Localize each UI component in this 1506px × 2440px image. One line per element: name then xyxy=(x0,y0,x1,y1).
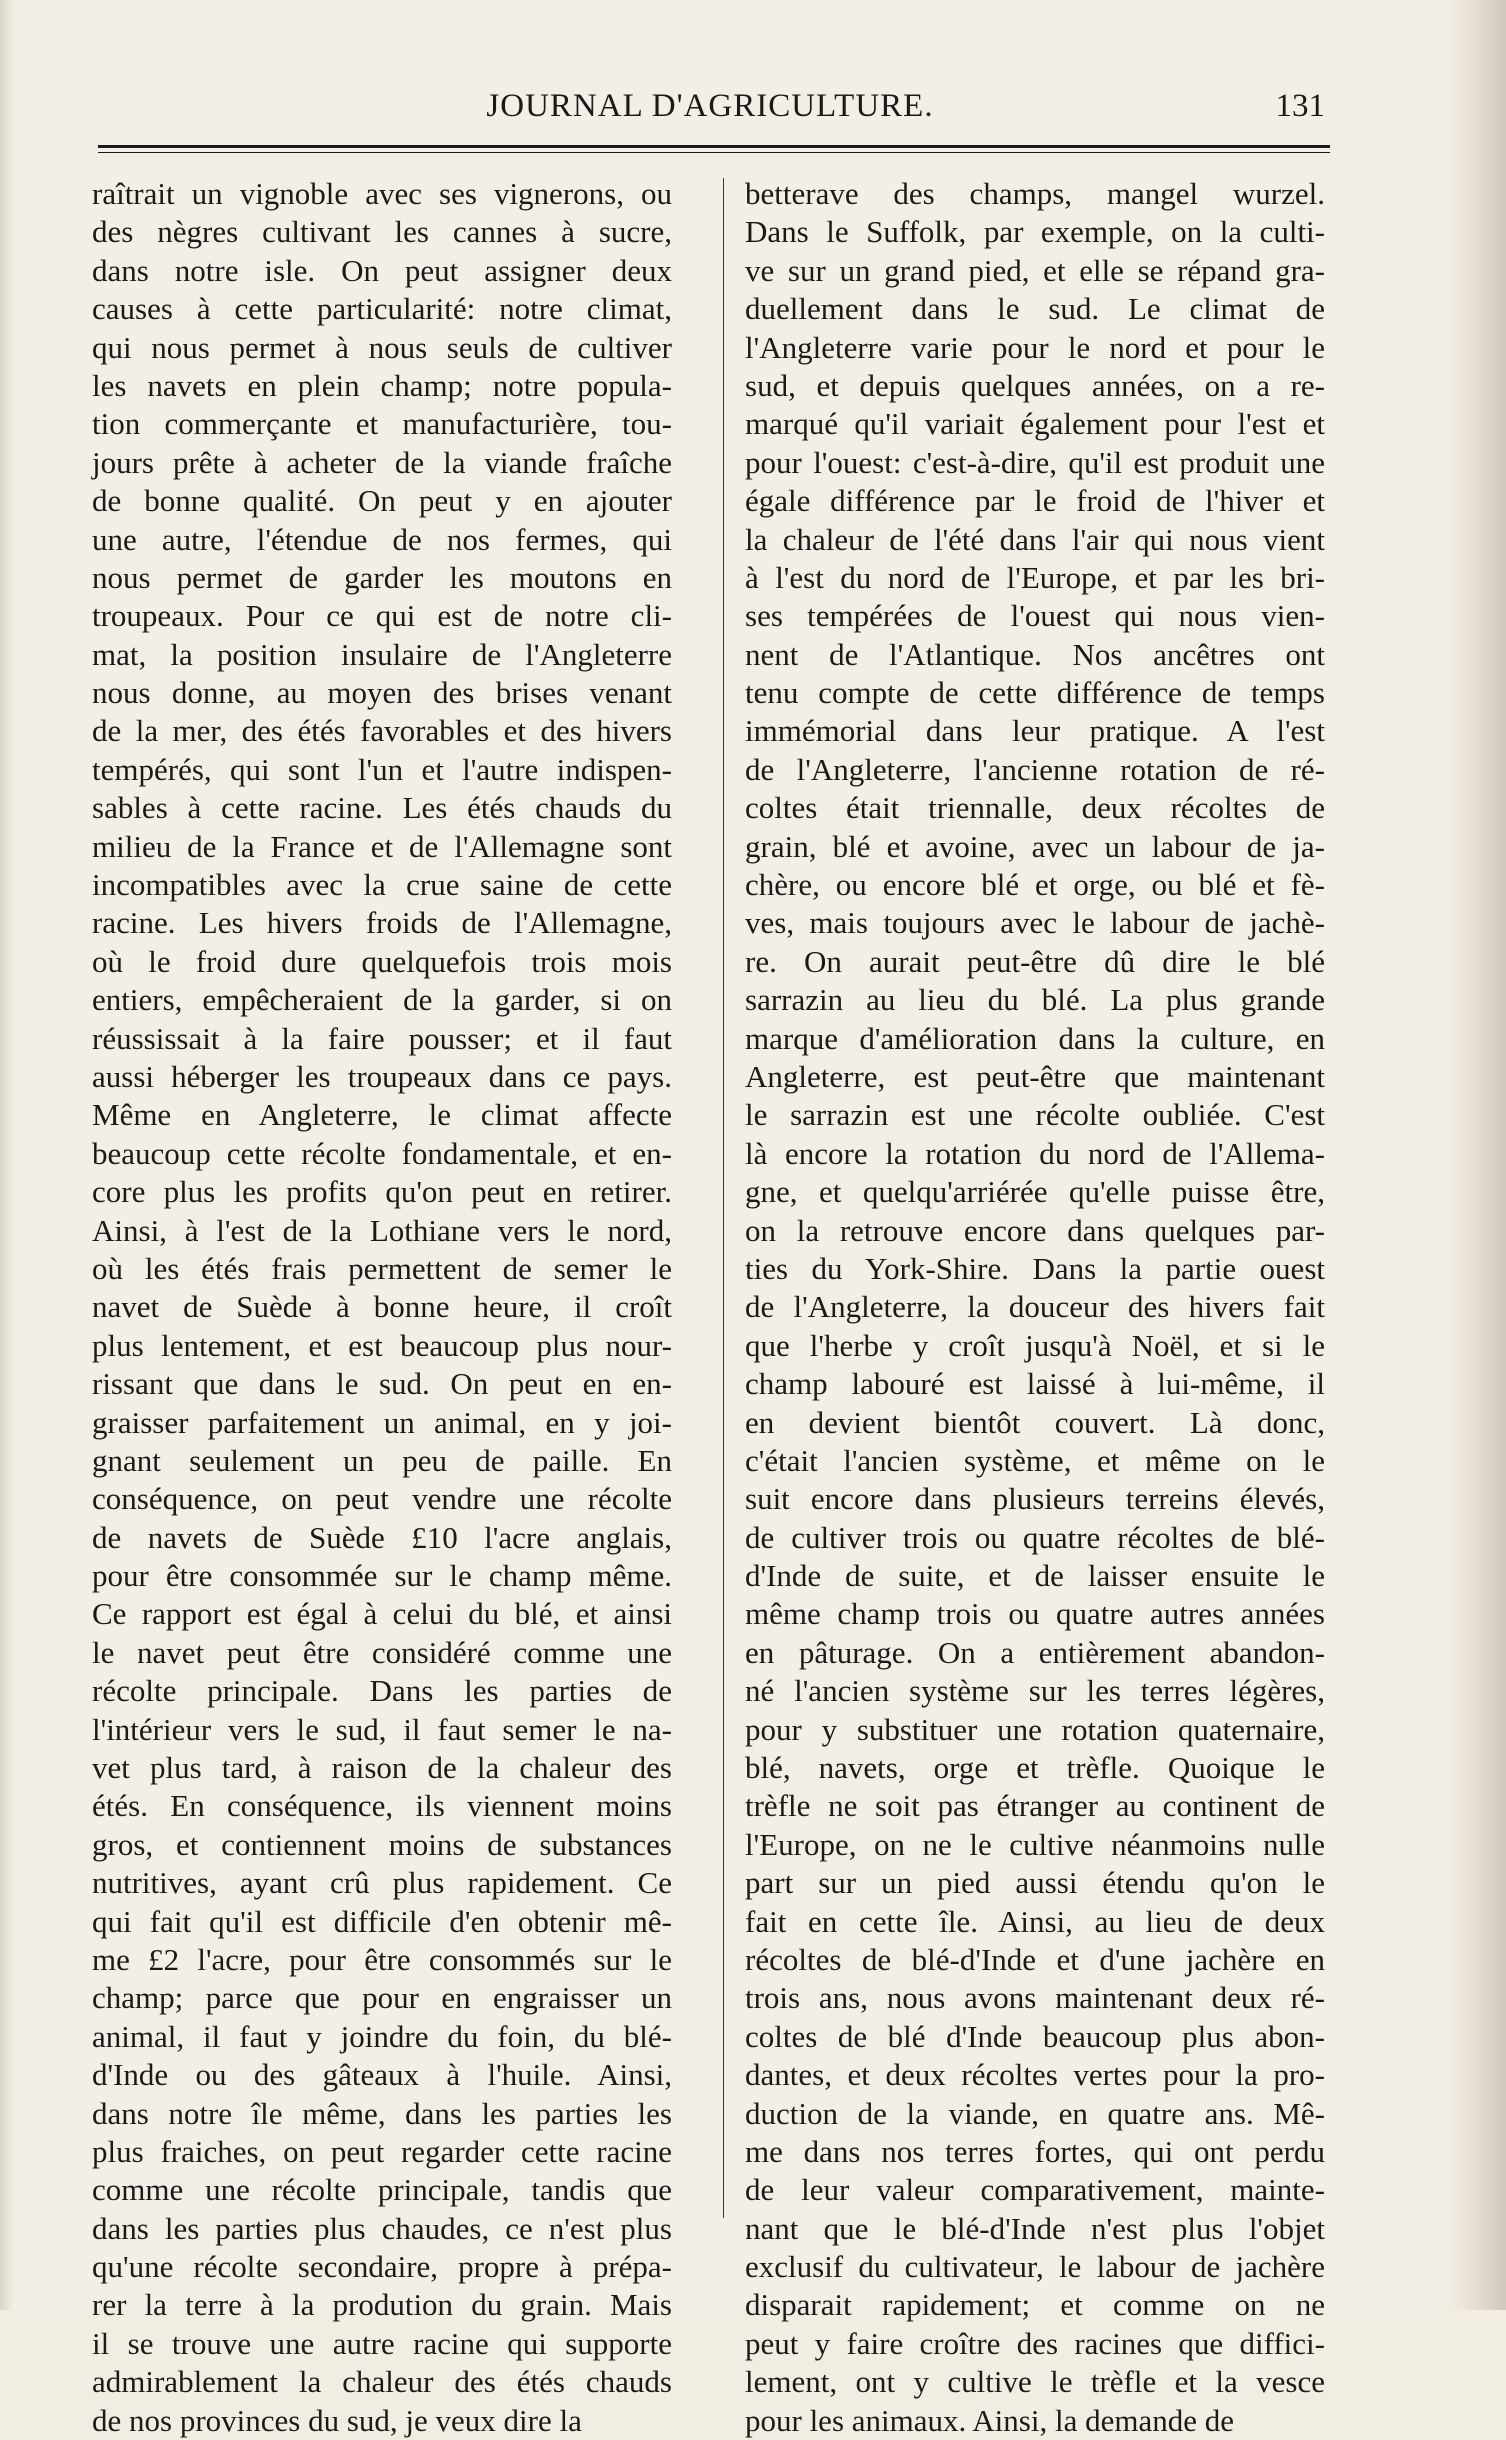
text-line: nous donne, au moyen des brises venant xyxy=(92,675,672,711)
text-line: peut y faire croître des racines que diffici- xyxy=(745,2325,1325,2361)
text-line: qu'une récolte secondaire, propre à prépa- xyxy=(92,2249,672,2285)
text-line: à l'est du nord de l'Europe, et par les bri- xyxy=(745,559,1325,595)
text-line: trèfle ne soit pas étranger au continent de xyxy=(745,1788,1325,1824)
text-line: Angleterre, est peut-être que maintenant xyxy=(745,1058,1325,1094)
text-line: entiers, empêcheraient de la garder, si on xyxy=(92,982,672,1018)
text-line: me dans nos terres fortes, qui ont perdu xyxy=(745,2133,1325,2169)
text-line: milieu de la France et de l'Allemagne sont xyxy=(92,828,672,864)
text-line: comme une récolte principale, tandis que xyxy=(92,2172,672,2208)
page-number: 131 xyxy=(1275,88,1325,124)
text-line: chère, ou encore blé et orge, ou blé et fè- xyxy=(745,867,1325,903)
text-line: plus lentement, et est beaucoup plus nour- xyxy=(92,1327,672,1363)
text-line: blé, navets, orge et trèfle. Quoique le xyxy=(745,1750,1325,1786)
text-line: champ; parce que pour en engraisser un xyxy=(92,1980,672,2016)
text-line: raîtrait un vignoble avec ses vignerons, ou xyxy=(92,176,672,211)
text-line: de nos provinces du sud, je veux dire la xyxy=(92,2402,582,2438)
text-line: là encore la rotation du nord de l'Allema- xyxy=(745,1135,1325,1171)
text-line: conséquence, on peut vendre une récolte xyxy=(92,1481,672,1517)
text-line: de leur valeur comparativement, mainte- xyxy=(745,2172,1325,2208)
text-line: Dans le Suffolk, par exemple, on la culti- xyxy=(745,214,1325,250)
text-line: l'Europe, on ne le cultive néanmoins nulle xyxy=(745,1826,1325,1862)
running-title: JOURNAL D'AGRICULTURE. xyxy=(486,88,934,124)
text-line: ses tempérées de l'ouest qui nous vien- xyxy=(745,598,1325,634)
text-line: sud, et depuis quelques années, on a re- xyxy=(745,367,1325,403)
text-line: ves, mais toujours avec le labour de jachè- xyxy=(745,905,1325,941)
text-column-right xyxy=(745,175,1325,2440)
text-line: qui nous permet à nous seuls de cultiver xyxy=(92,329,672,365)
text-line: une autre, l'étendue de nos fermes, qui xyxy=(92,521,672,557)
text-line: lement, ont y cultive le trèfle et la vesce xyxy=(745,2364,1325,2400)
text-line: sables à cette racine. Les étés chauds du xyxy=(92,790,672,826)
text-line: la chaleur de l'été dans l'air qui nous vient xyxy=(745,521,1325,557)
text-line: de la mer, des étés favorables et des hivers xyxy=(92,713,672,749)
text-line: sarrazin au lieu du blé. La plus grande xyxy=(745,982,1325,1018)
text-line: en pâturage. On a entièrement abandon- xyxy=(745,1634,1325,1670)
text-line: coltes était triennalle, deux récoltes de xyxy=(745,790,1325,826)
text-line: pour les animaux. Ainsi, la demande de xyxy=(745,2402,1234,2438)
text-line: marqué qu'il variait également pour l'est et xyxy=(745,406,1325,442)
text-line: duction de la viande, en quatre ans. Mê- xyxy=(745,2095,1325,2131)
text-line: exclusif du cultivateur, le labour de jachère xyxy=(745,2249,1325,2285)
text-column-left xyxy=(92,175,672,2440)
text-line: nent de l'Atlantique. Nos ancêtres ont xyxy=(745,636,1325,672)
text-line: ve sur un grand pied, et elle se répand gra- xyxy=(745,252,1325,288)
text-line: Même en Angleterre, le climat affecte xyxy=(92,1097,672,1133)
text-line: animal, il faut y joindre du foin, du blé- xyxy=(92,2018,672,2054)
text-line: fait en cette île. Ainsi, au lieu de deux xyxy=(745,1903,1325,1939)
text-line: même champ trois ou quatre autres années xyxy=(745,1596,1325,1632)
text-line: grain, blé et avoine, avec un labour de ja- xyxy=(745,828,1325,864)
text-line: graisser parfaitement un animal, en y joi- xyxy=(92,1404,672,1440)
text-line: beaucoup cette récolte fondamentale, et en- xyxy=(92,1135,672,1171)
text-line: récoltes de blé-d'Inde et d'une jachère en xyxy=(745,1941,1325,1977)
text-line: d'Inde ou des gâteaux à l'huile. Ainsi, xyxy=(92,2057,672,2093)
text-line: dans notre isle. On peut assigner deux xyxy=(92,252,672,288)
text-line: c'était l'ancien système, et même on le xyxy=(745,1442,1325,1478)
text-line: de bonne qualité. On peut y en ajouter xyxy=(92,483,672,519)
text-line: réussissait à la faire pousser; et il faut xyxy=(92,1020,672,1056)
text-line: rer la terre à la prodution du grain. Mais xyxy=(92,2287,672,2323)
text-line: duellement dans le sud. Le climat de xyxy=(745,291,1325,327)
text-line: de l'Angleterre, l'ancienne rotation de ré- xyxy=(745,751,1325,787)
text-line: champ labouré est laissé à lui-même, il xyxy=(745,1366,1325,1402)
text-line: aussi héberger les troupeaux dans ce pays. xyxy=(92,1058,672,1094)
text-line: re. On aurait peut-être dû dire le blé xyxy=(745,943,1325,979)
text-line: on la retrouve encore dans quelques par- xyxy=(745,1212,1325,1248)
text-line: part sur un pied aussi étendu qu'on le xyxy=(745,1865,1325,1901)
text-line: coltes de blé d'Inde beaucoup plus abon- xyxy=(745,2018,1325,2054)
page-edge-left xyxy=(0,0,14,2310)
text-line: des nègres cultivant les cannes à sucre, xyxy=(92,214,672,250)
text-line: admirablement la chaleur des étés chauds xyxy=(92,2364,672,2400)
text-line: causes à cette particularité: notre climat, xyxy=(92,291,672,327)
text-line: incompatibles avec la crue saine de cette xyxy=(92,867,672,903)
text-line: de l'Angleterre, la douceur des hivers fait xyxy=(745,1289,1325,1325)
text-line: nutritives, ayant crû plus rapidement. Ce xyxy=(92,1865,672,1901)
text-line: disparait rapidement; et comme on ne xyxy=(745,2287,1325,2323)
text-line: navet de Suède à bonne heure, il croît xyxy=(92,1289,672,1325)
text-line: égale différence par le froid de l'hiver et xyxy=(745,483,1325,519)
text-line: gnant seulement un peu de paille. En xyxy=(92,1442,672,1478)
text-line: nous permet de garder les moutons en xyxy=(92,559,672,595)
text-line: mat, la position insulaire de l'Angleterre xyxy=(92,636,672,672)
text-line: récolte principale. Dans les parties de xyxy=(92,1673,672,1709)
text-line: l'Angleterre varie pour le nord et pour le xyxy=(745,329,1325,365)
text-line: betterave des champs, mangel wurzel. xyxy=(745,176,1325,211)
page-edge-right xyxy=(1446,0,1506,2310)
text-line: étés. En conséquence, ils viennent moins xyxy=(92,1788,672,1824)
text-line: tenu compte de cette différence de temps xyxy=(745,675,1325,711)
text-line: pour y substituer une rotation quaternaire, xyxy=(745,1711,1325,1747)
text-line: marque d'amélioration dans la culture, en xyxy=(745,1020,1325,1056)
header-rule-thick xyxy=(98,145,1330,148)
text-line: dantes, et deux récoltes vertes pour la pro- xyxy=(745,2057,1325,2093)
text-line: jours prête à acheter de la viande fraîche xyxy=(92,444,672,480)
text-line: gne, et quelqu'arriérée qu'elle puisse être, xyxy=(745,1174,1325,1210)
text-line: que l'herbe y croît jusqu'à Noël, et si le xyxy=(745,1327,1325,1363)
text-line: racine. Les hivers froids de l'Allemagne, xyxy=(92,905,672,941)
text-line: où le froid dure quelquefois trois mois xyxy=(92,943,672,979)
text-line: en devient bientôt couvert. Là donc, xyxy=(745,1404,1325,1440)
text-line: l'intérieur vers le sud, il faut semer le na- xyxy=(92,1711,672,1747)
text-line: immémorial dans leur pratique. A l'est xyxy=(745,713,1325,749)
text-line: nant que le blé-d'Inde n'est plus l'objet xyxy=(745,2210,1325,2246)
text-line: trois ans, nous avons maintenant deux ré- xyxy=(745,1980,1325,2016)
text-line: rissant que dans le sud. On peut en en- xyxy=(92,1366,672,1402)
text-line: troupeaux. Pour ce qui est de notre cli- xyxy=(92,598,672,634)
header-rule-thin xyxy=(98,152,1330,153)
text-line: le navet peut être considéré comme une xyxy=(92,1634,672,1670)
text-line: tempérés, qui sont l'un et l'autre indispen- xyxy=(92,751,672,787)
text-line: gros, et contiennent moins de substances xyxy=(92,1826,672,1862)
text-line: pour l'ouest: c'est-à-dire, qu'il est produit une xyxy=(745,444,1325,480)
page-header xyxy=(95,88,1325,136)
text-line: d'Inde de suite, et de laisser ensuite le xyxy=(745,1558,1325,1594)
text-line: le sarrazin est une récolte oubliée. C'est xyxy=(745,1097,1325,1133)
text-line: vet plus tard, à raison de la chaleur des xyxy=(92,1750,672,1786)
text-line: plus fraiches, on peut regarder cette racine xyxy=(92,2133,672,2169)
text-line: né l'ancien système sur les terres légères, xyxy=(745,1673,1325,1709)
text-line: de navets de Suède £10 l'acre anglais, xyxy=(92,1519,672,1555)
text-line: tion commerçante et manufacturière, tou- xyxy=(92,406,672,442)
column-divider xyxy=(723,178,724,2218)
text-line: Ce rapport est égal à celui du blé, et ainsi xyxy=(92,1596,672,1632)
text-line: qui fait qu'il est difficile d'en obtenir mê- xyxy=(92,1903,672,1939)
text-line: dans notre île même, dans les parties les xyxy=(92,2095,672,2131)
text-line: de cultiver trois ou quatre récoltes de blé- xyxy=(745,1519,1325,1555)
text-line: suit encore dans plusieurs terreins élevés, xyxy=(745,1481,1325,1517)
text-line: les navets en plein champ; notre popula- xyxy=(92,367,672,403)
text-line: core plus les profits qu'on peut en retirer. xyxy=(92,1174,672,1210)
text-line: il se trouve une autre racine qui supporte xyxy=(92,2325,672,2361)
text-line: dans les parties plus chaudes, ce n'est plus xyxy=(92,2210,672,2246)
text-line: me £2 l'acre, pour être consommés sur le xyxy=(92,1941,672,1977)
text-line: où les étés frais permettent de semer le xyxy=(92,1250,672,1286)
text-line: Ainsi, à l'est de la Lothiane vers le nord, xyxy=(92,1212,672,1248)
text-line: ties du York-Shire. Dans la partie ouest xyxy=(745,1250,1325,1286)
text-line: pour être consommée sur le champ même. xyxy=(92,1558,672,1594)
